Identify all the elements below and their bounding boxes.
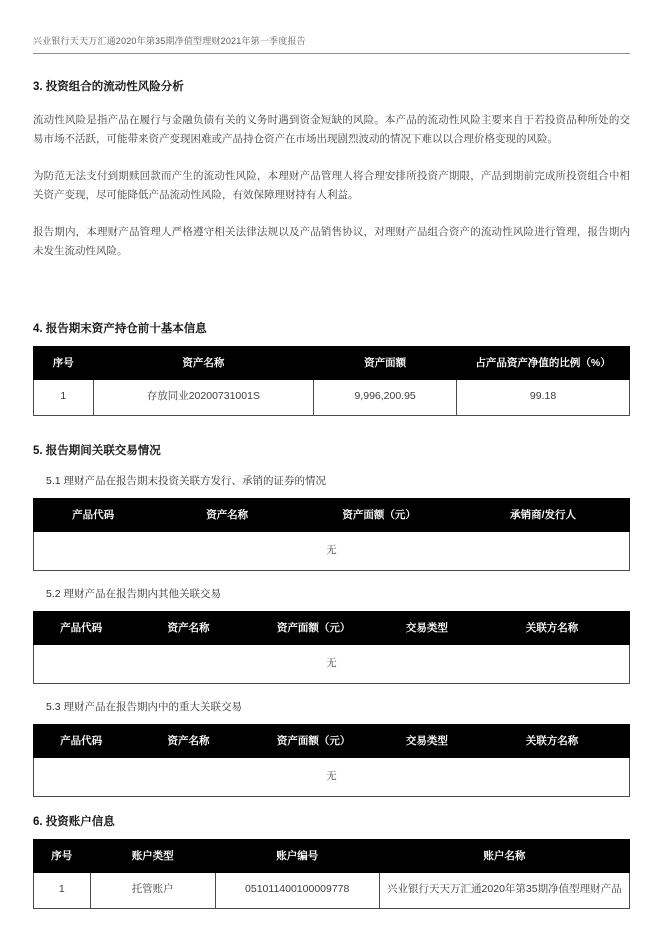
- header-cell-product-code: 产品代码: [34, 611, 129, 644]
- header-cell-account-type: 账户类型: [90, 839, 215, 872]
- header-cell-related-party: 关联方名称: [475, 724, 630, 757]
- table-header-row: [34, 611, 630, 644]
- table-row: [34, 379, 630, 415]
- related-securities-table: [33, 498, 630, 571]
- table-row: [34, 757, 630, 796]
- header-cell-asset-amount: 资产面额（元）: [248, 611, 379, 644]
- table-header-row: [34, 498, 630, 531]
- cell-seq: 1: [34, 872, 91, 908]
- header-cell-underwriter: 承销商/发行人: [457, 498, 630, 531]
- document-header-title: 兴业银行天天万汇通2020年第35期净值型理财2021年第一季度报告: [33, 34, 630, 54]
- table-header-row: [34, 346, 630, 379]
- header-cell-asset-name: 资产名称: [129, 611, 248, 644]
- cell-nav-ratio: 99.18: [457, 379, 630, 415]
- header-cell-asset-amount: 资产面额（元）: [302, 498, 457, 531]
- cell-none: 无: [34, 644, 630, 683]
- table-header-row: [34, 724, 630, 757]
- investment-accounts-table: [33, 839, 630, 909]
- cell-none: 无: [34, 757, 630, 796]
- top-holdings-table: [33, 346, 630, 416]
- header-cell-related-party: 关联方名称: [475, 611, 630, 644]
- section-3-title: 3. 投资组合的流动性风险分析: [33, 81, 184, 93]
- section-6-title: 6. 投资账户信息: [33, 815, 115, 828]
- header-cell-seq: 序号: [34, 839, 91, 872]
- header-cell-asset-name: 资产名称: [129, 724, 248, 757]
- cell-asset-amount: 9,996,200.95: [314, 379, 457, 415]
- table-row: [34, 531, 630, 570]
- header-cell-asset-amount: 资产面额（元）: [248, 724, 379, 757]
- header-cell-transaction-type: 交易类型: [379, 611, 474, 644]
- cell-account-type: 托管账户: [90, 872, 215, 908]
- header-cell-transaction-type: 交易类型: [379, 724, 474, 757]
- cell-asset-name: 存放同业20200731001S: [93, 379, 314, 415]
- header-cell-nav-ratio: 占产品资产净值的比例（%）: [457, 346, 630, 379]
- section-5-2-title: 5.2 理财产品在报告期内其他关联交易: [46, 587, 222, 600]
- cell-account-name: 兴业银行天天万汇通2020年第35期净值型理财产品: [379, 872, 629, 908]
- table-row: [34, 872, 630, 908]
- header-cell-asset-amount: 资产面额: [314, 346, 457, 379]
- table-row: [34, 644, 630, 683]
- cell-account-number: 051011400100009778: [215, 872, 379, 908]
- cell-none: 无: [34, 531, 630, 570]
- section-4-title: 4. 报告期末资产持仓前十基本信息: [33, 322, 207, 335]
- cell-seq: 1: [34, 379, 94, 415]
- header-cell-product-code: 产品代码: [34, 498, 153, 531]
- header-cell-asset-name: 资产名称: [153, 498, 302, 531]
- section-3-paragraph-3: 报告期内，本理财产品管理人严格遵守相关法律法规以及产品销售协议，对理财产品组合资产的流动性风险进行管理，报告期内未发生流动性风险。: [33, 225, 630, 258]
- major-related-transactions-table: [33, 724, 630, 797]
- header-cell-seq: 序号: [34, 346, 94, 379]
- section-5-title: 5. 报告期间关联交易情况: [33, 444, 161, 457]
- header-cell-product-code: 产品代码: [34, 724, 129, 757]
- section-5-1-title: 5.1 理财产品在报告期末投资关联方发行、承销的证券的情况: [46, 474, 327, 487]
- header-cell-account-number: 账户编号: [215, 839, 379, 872]
- header-cell-account-name: 账户名称: [379, 839, 629, 872]
- section-3-paragraph-1: 流动性风险是指产品在履行与金融负债有关的义务时遇到资金短缺的风险。本产品的流动性风险主要来自于若投资品种所处的交易市场不活跃，可能带来资产变现困难或产品持仓资产在市场出现剧烈波动的情况下难以以合理价格变现的风险。: [33, 114, 630, 146]
- section-3-paragraph-2: 为防范无法支付到期赎回款而产生的流动性风险，本理财产品管理人将合理安排所投资产期限，产品到期前完成所投资组合中相关资产变现，尽可能降低产品流动性风险，有效保障理财持有人利益。: [33, 169, 630, 202]
- section-5-3-title: 5.3 理财产品在报告期内中的重大关联交易: [46, 700, 243, 713]
- header-cell-asset-name: 资产名称: [93, 346, 314, 379]
- table-header-row: [34, 839, 630, 872]
- other-related-transactions-table: [33, 611, 630, 684]
